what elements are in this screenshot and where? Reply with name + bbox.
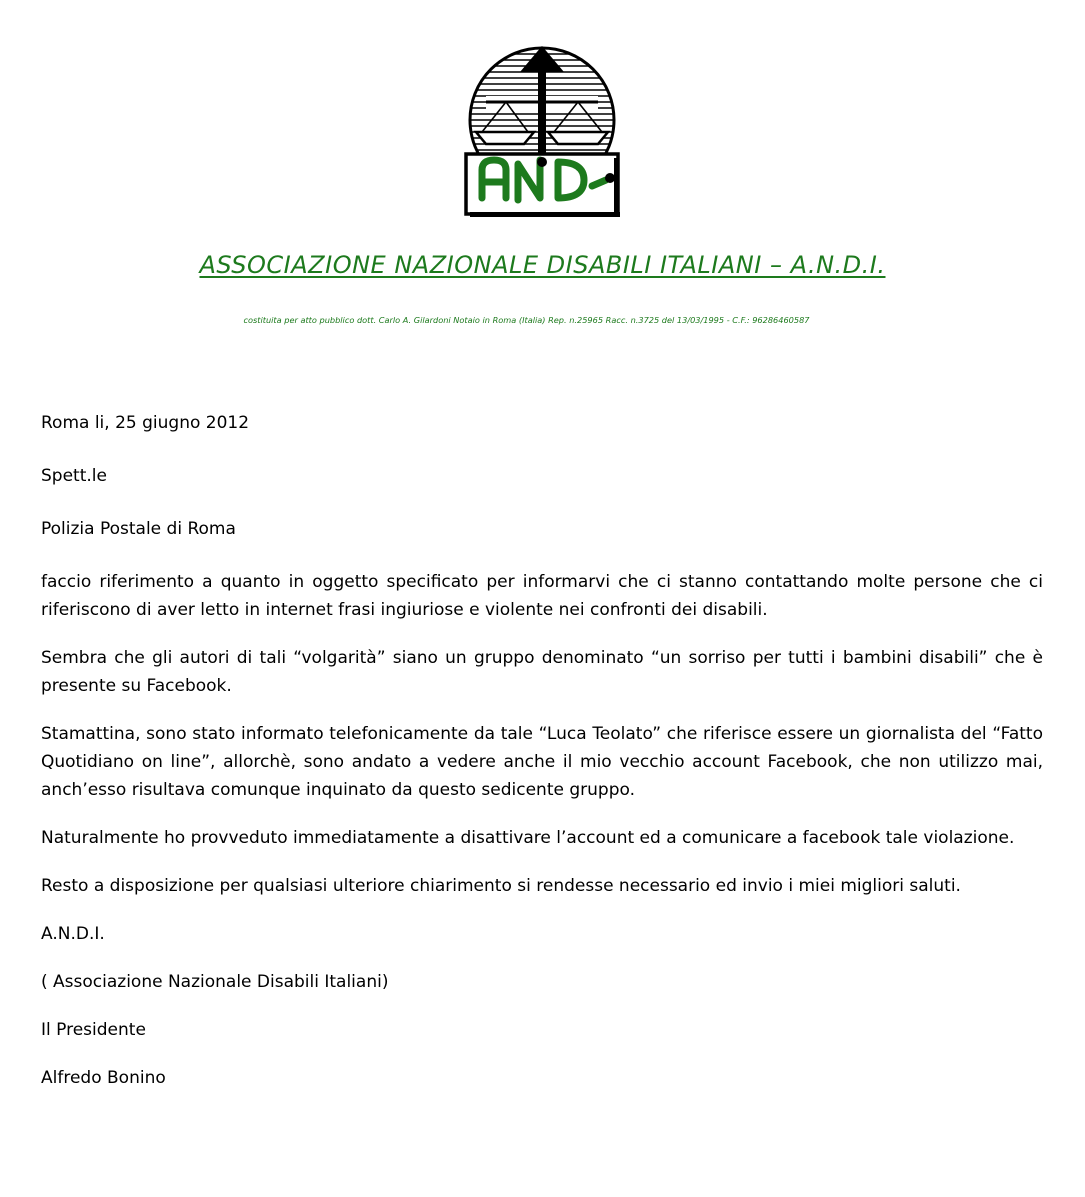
organization-name: ASSOCIAZIONE NAZIONALE DISABILI ITALIANI – A.N.D.I. <box>199 251 886 279</box>
paragraph-authors: Sembra che gli autori di tali “volgarità” siano un gruppo denominato “un sorriso per tutti i bambini disabili” che è presente su Facebook. <box>41 648 1043 696</box>
paragraph-reference: faccio riferimento a quanto in oggetto specificato per informarvi che ci stanno contattando molte persone che ci riferiscono di aver letto in internet frasi ingiuriose e violente nei confronti dei disabili. <box>41 572 1043 620</box>
signature-role: Il Presidente <box>41 1020 146 1040</box>
signature-org-full: ( Associazione Nazionale Disabili Italiani) <box>41 972 389 992</box>
signature-org-abbrev: A.N.D.I. <box>41 924 105 944</box>
letter-body <box>41 409 1043 1092</box>
paragraph-closing: Resto a disposizione per qualsiasi ulteriore chiarimento si rendesse necessario ed invio i miei migliori saluti. <box>41 876 961 896</box>
signature-name: Alfredo Bonino <box>41 1068 166 1088</box>
paragraph-journalist: Stamattina, sono stato informato telefonicamente da tale “Luca Teolato” che riferisce essere un giornalista del “Fatto Quotidiano on line”, allorchè, sono andato a vedere anche il mio vecchio account Facebook, che non utilizzo mai, anch’esso risultava comunque inquinato da questo sedicente gruppo. <box>41 724 1043 800</box>
salutation: Spett.le <box>41 466 107 486</box>
recipient: Polizia Postale di Roma <box>41 519 236 539</box>
paragraph-action: Naturalmente ho provveduto immediatamente a disattivare l’account ed a comunicare a facebook tale violazione. <box>41 828 1015 848</box>
founding-details: costituita per atto pubblico dott. Carlo A. Gilardoni Notaio in Roma (Italia) Rep. n.25965 Racc. n.3725 del 13/03/1995 - C.F.: 96286460587 <box>243 315 810 325</box>
andi-logo <box>462 40 622 218</box>
date-line: Roma li, 25 giugno 2012 <box>41 413 250 433</box>
